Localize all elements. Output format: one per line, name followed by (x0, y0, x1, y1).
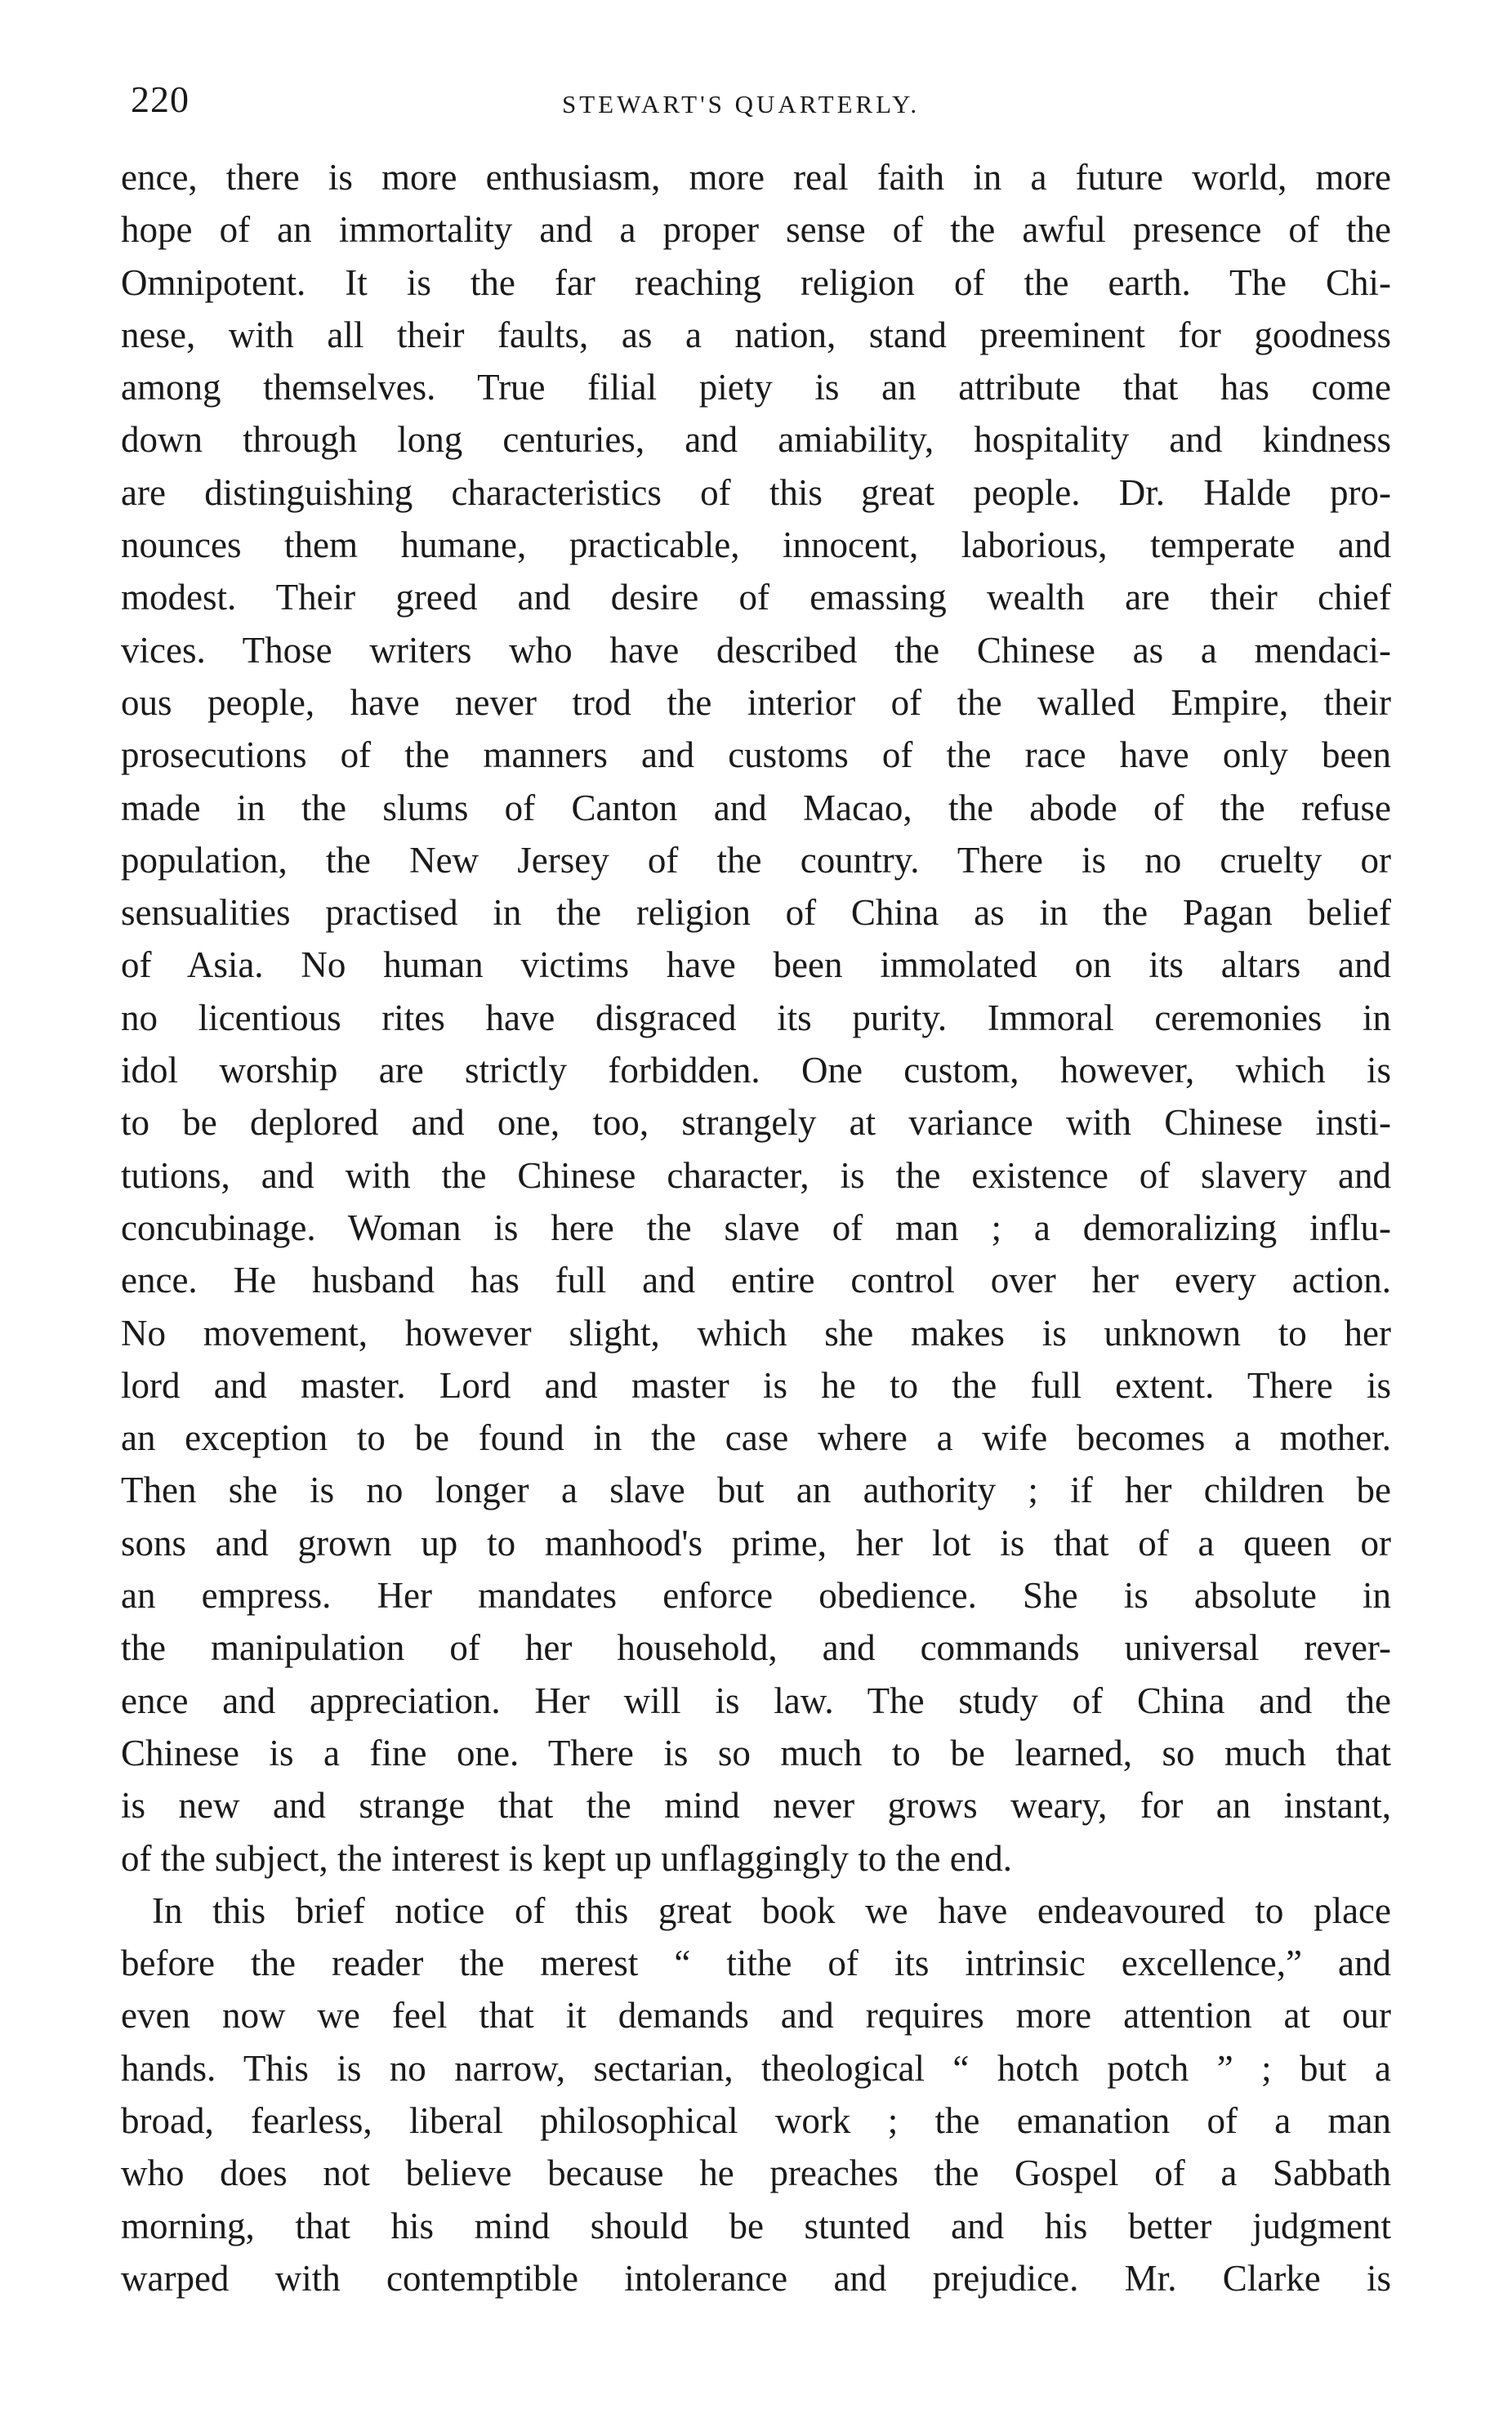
text-line: hands. This is no narrow, sectarian, theological “ hotch potch ” ; but a (121, 2047, 1391, 2089)
text-line: Omnipotent. It is the far reaching religion of the earth. The Chi- (121, 261, 1391, 303)
text-line: population, the New Jersey of the country. There is no cruelty or (121, 839, 1391, 881)
text-line: ence. He husband has full and entire control over her every action. (121, 1260, 1391, 1301)
text-line: modest. Their greed and desire of emassing wealth are their chief (121, 577, 1391, 618)
text-line: an exception to be found in the case where a wife becomes a mother. (121, 1417, 1391, 1459)
paragraph-end-line: of the subject, the interest is kept up unflaggingly to the end. (121, 1837, 1013, 1879)
text-line: nounces them humane, practicable, innocent, laborious, temperate and (121, 524, 1391, 566)
running-head: STEWART'S QUARTERLY. (562, 90, 921, 118)
text-line: idol worship are strictly forbidden. One custom, however, which is (121, 1050, 1391, 1091)
text-line: are distinguishing characteristics of this great people. Dr. Halde pro- (121, 471, 1391, 513)
text-line: an empress. Her mandates enforce obedience. She is absolute in (121, 1575, 1391, 1617)
body-text (121, 151, 1391, 2304)
text-line: broad, fearless, liberal philosophical work ; the emanation of a man (121, 2099, 1391, 2141)
text-line: Then she is no longer a slave but an authority ; if her children be (121, 1470, 1391, 1511)
text-line: of Asia. No human victims have been immolated on its altars and (121, 944, 1391, 986)
text-line: ence, there is more enthusiasm, more real faith in a future world, more (121, 157, 1391, 198)
paragraph-start-line: In this brief notice of this great book we have endeavoured to place (152, 1889, 1391, 1931)
text-line: the manipulation of her household, and commands universal rever- (121, 1627, 1391, 1669)
text-line: sons and grown up to manhood's prime, her lot is that of a queen or (121, 1522, 1391, 1564)
text-line: made in the slums of Canton and Macao, the abode of the refuse (121, 787, 1391, 828)
text-line: Chinese is a fine one. There is so much to be learned, so much that (121, 1732, 1391, 1773)
text-line: vices. Those writers who have described the Chinese as a mendaci- (121, 629, 1391, 671)
text-line: No movement, however slight, which she makes is unknown to her (121, 1312, 1391, 1354)
text-line: before the reader the merest “ tithe of its intrinsic excellence,” and (121, 1943, 1391, 1984)
text-line: who does not believe because he preaches the Gospel of a Sabbath (121, 2153, 1391, 2194)
text-line: to be deplored and one, too, strangely at variance with Chinese insti- (121, 1102, 1391, 1144)
text-line: ous people, have never trod the interior of the walled Empire, their (121, 681, 1391, 723)
text-line: lord and master. Lord and master is he to the full extent. There is (121, 1364, 1391, 1406)
text-line: sensualities practised in the religion of China as in the Pagan belief (121, 892, 1391, 934)
text-line: tutions, and with the Chinese character, is the existence of slavery and (121, 1154, 1391, 1196)
text-line: concubinage. Woman is here the slave of man ; a demoralizing influ- (121, 1207, 1391, 1248)
page-number: 220 (131, 78, 190, 120)
text-line: morning, that his mind should be stunted and his better judgment (121, 2205, 1391, 2246)
text-line: no licentious rites have disgraced its purity. Immoral ceremonies in (121, 997, 1391, 1038)
text-line: hope of an immortality and a proper sense of the awful presence of the (121, 209, 1391, 251)
text-line: nese, with all their faults, as a nation, stand preeminent for goodness (121, 314, 1391, 355)
text-line: prosecutions of the manners and customs of the race have only been (121, 734, 1391, 776)
text-line: down through long centuries, and amiability, hospitality and kindness (121, 419, 1391, 461)
text-line: ence and appreciation. Her will is law. The study of China and the (121, 1680, 1391, 1721)
text-line: among themselves. True filial piety is an attribute that has come (121, 367, 1391, 408)
text-line: warped with contemptible intolerance and prejudice. Mr. Clarke is (121, 2257, 1391, 2299)
text-line: is new and strange that the mind never grows weary, for an instant, (121, 1785, 1391, 1827)
text-line: even now we feel that it demands and requires more attention at our (121, 1995, 1391, 2037)
page-header (121, 75, 1391, 124)
